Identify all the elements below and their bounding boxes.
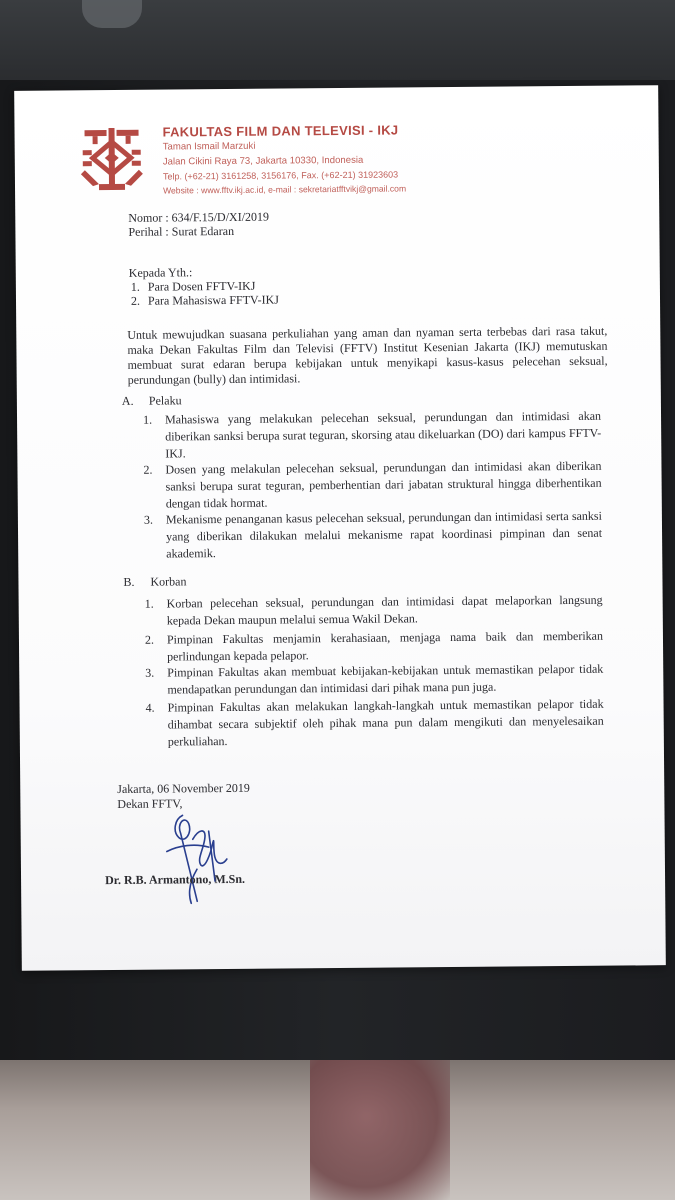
letter-subject: Perihal : Surat Edaran [128, 223, 235, 239]
signer-name: Dr. R.B. Armantono, M.Sn. [105, 871, 246, 888]
list-item [145, 592, 603, 630]
item-number: 2. [144, 632, 155, 647]
section-title: Korban [150, 574, 187, 589]
item-number: 1. [142, 412, 153, 427]
address-line-2: Jalan Cikini Raya 73, Jakarta 10330, Indonesia [162, 154, 364, 168]
recipient-item [131, 292, 279, 309]
recipient-text: Para Mahasiswa FFTV-IKJ [147, 292, 279, 308]
item-number: 3. [145, 665, 155, 680]
item-number: 2. [143, 462, 153, 477]
item-text: Pimpinan Fakultas akan melakukan langkah-langkah untuk memastikan pelapor tidak dihambat secara subjektif oleh pihak mana pun dalam mengikuti dan menyelesaikan perkuliahan. [167, 696, 604, 749]
section-title: Pelaku [148, 393, 182, 408]
item-number: 4. [145, 700, 155, 715]
list-item [143, 408, 601, 463]
item-text: Pimpinan Fakultas menjamin kerahasiaan, menjaga nama baik dan memberikan perlindungan kepada pelapor. [166, 628, 604, 664]
item-text: Mahasiswa yang melakukan pelecehan seksual, perundungan dan intimidasi akan diberikan sanksi berupa surat teguran, skorsing atau dikeluarkan (DO) dari kampus FFTV-IKJ. [164, 408, 602, 461]
recipient-text: Para Dosen FFTV-IKJ [147, 278, 256, 294]
institution-name: FAKULTAS FILM DAN TELEVISI - IKJ [162, 122, 399, 140]
list-item [144, 508, 602, 563]
list-item [143, 458, 601, 513]
address-line-1: Taman Ismail Marzuki [162, 140, 256, 153]
recipient-number: 2. [130, 293, 141, 308]
item-number: 1. [144, 596, 154, 611]
background-cloth [310, 1060, 450, 1200]
item-text: Korban pelecehan seksual, perundungan dan intimidasi dapat melaporkan langsung kepada Dekan maupun melalui semua Wakil Dekan. [166, 592, 603, 628]
section-heading-pelaku [122, 392, 182, 409]
section-letter: B. [123, 574, 135, 589]
fftv-ikj-logo-icon [81, 128, 144, 193]
item-text: Pimpinan Fakultas akan membuat kebijakan-kebijakan untuk memastikan pelapor tidak mendapatkan perundungan dan intimidasi dari pihak mana pun juga. [167, 661, 604, 697]
list-item [145, 661, 603, 699]
recipient-number: 1. [130, 279, 140, 294]
background-object [82, 0, 142, 28]
intro-paragraph: Untuk mewujudkan suasana perkuliahan yang aman dan nyaman serta terbebas dari rasa takut, maka Dekan Fakultas Film dan Televisi (FFTV) Institut Kesenian Jakarta (IKJ) memutuskan membuat surat edaran berupa kebijakan untuk menyikapi kasus-kasus pelecehan seksual, perundungan (bully) dan intimidasi. [127, 323, 608, 387]
section-letter: A. [121, 393, 134, 408]
signature-icon [152, 809, 243, 910]
signer-role: Dekan FFTV, [117, 796, 183, 811]
letter-number: Nomor : 634/F.15/D/XI/2019 [128, 209, 270, 225]
letter-paper [14, 85, 666, 971]
web-line: Website : www.fftv.ikj.ac.id, e-mail : sekretariatfftvikj@gmail.com [163, 183, 407, 196]
contact-line: Telp. (+62-21) 3161258, 3156176, Fax. (+62-21) 31923603 [162, 169, 399, 182]
recipients-heading: Kepada Yth.: [128, 265, 193, 280]
section-heading-korban [123, 573, 186, 590]
list-item [145, 696, 603, 751]
item-text: Mekanisme penanganan kasus pelecehan seksual, perundungan dan intimidasi serta sanksi yang diberikan dilakukan melalui mekanisme rapat koordinasi pimpinan dan senat akademik. [165, 508, 603, 561]
place-date: Jakarta, 06 November 2019 [117, 780, 250, 796]
list-item [145, 628, 603, 666]
item-number: 3. [143, 512, 153, 527]
item-text: Dosen yang melakulan pelecehan seksual, perundungan dan intimidasi akan diberikan sanksi berupa surat teguran, pemberhentian dari jabatan struktural hingga diberhentikan dengan tidak hormat. [165, 458, 602, 511]
